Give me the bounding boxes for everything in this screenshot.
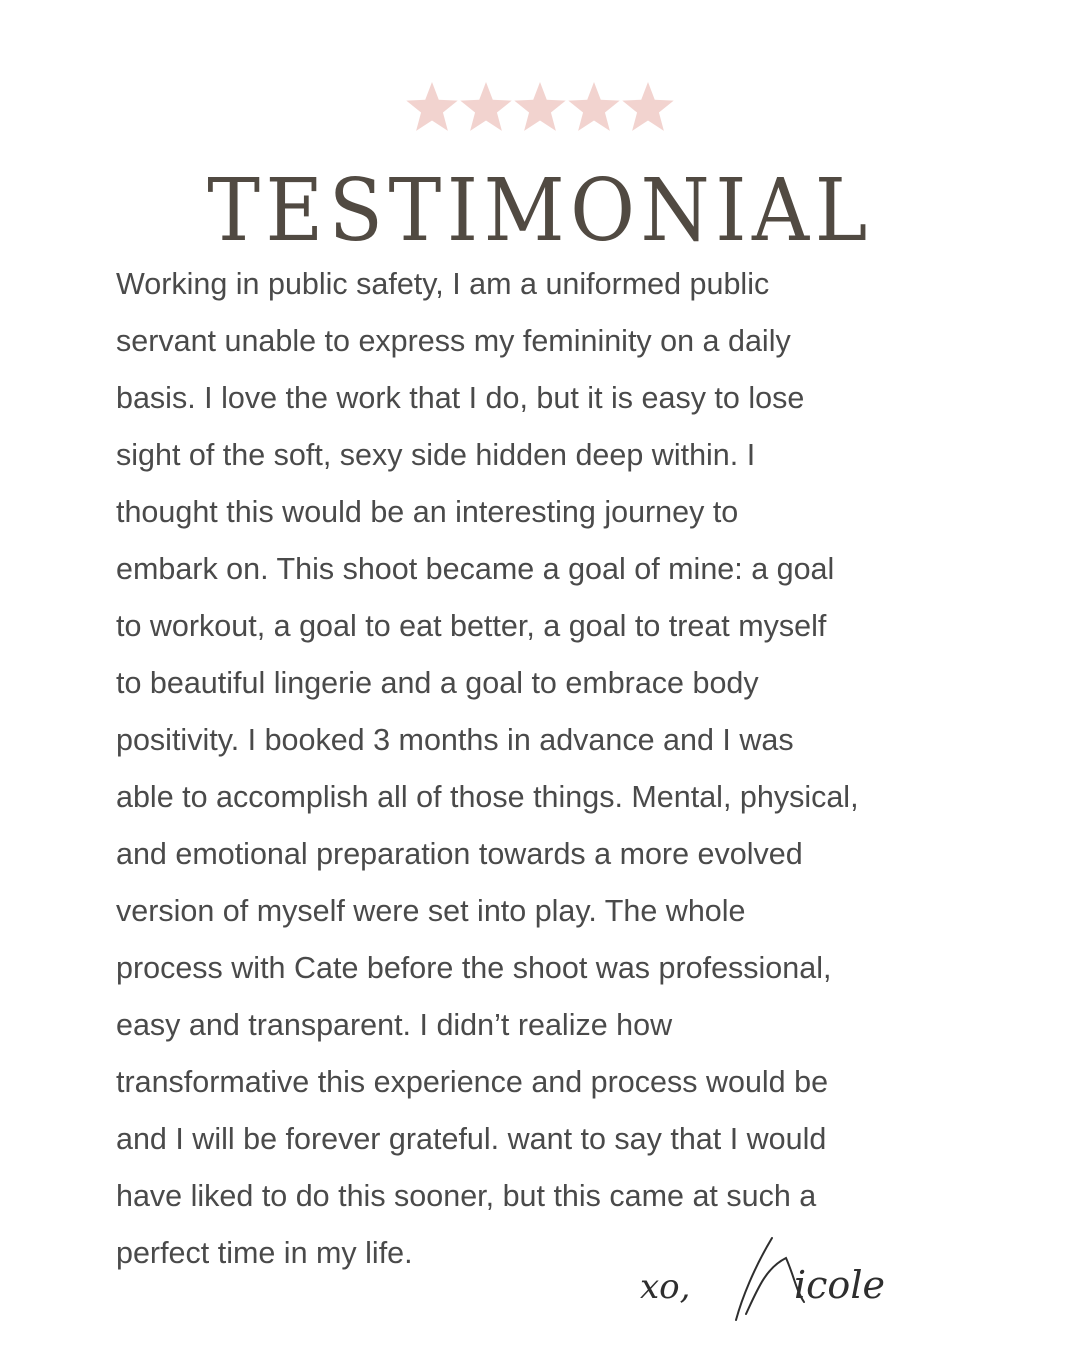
- testimonial-line: able to accomplish all of those things. Mental, physical,: [116, 780, 859, 814]
- testimonial-line: version of myself were set into play. The whole: [116, 894, 746, 928]
- star-icon: [406, 82, 457, 131]
- testimonial-line: process with Cate before the shoot was professional,: [116, 951, 832, 985]
- star-icon: [622, 82, 673, 131]
- testimonial-line: Working in public safety, I am a uniformed public: [116, 267, 770, 301]
- testimonial-line: perfect time in my life.: [116, 1236, 413, 1270]
- signature-prefix: xo,: [640, 1267, 691, 1307]
- testimonial-line: sight of the soft, sexy side hidden deep within. I: [116, 438, 756, 472]
- testimonial-line: transformative this experience and process would be: [116, 1065, 829, 1099]
- testimonial-line: have liked to do this sooner, but this came at such a: [116, 1179, 817, 1213]
- testimonial-line: basis. I love the work that I do, but it is easy to lose: [116, 381, 805, 415]
- star-icon: [514, 82, 565, 131]
- testimonial-line: thought this would be an interesting journey to: [116, 495, 739, 529]
- page-title: TESTIMONIAL: [207, 161, 873, 261]
- testimonial-line: easy and transparent. I didn’t realize how: [116, 1008, 673, 1042]
- star-rating: [0, 78, 1080, 143]
- signature: [636, 1228, 936, 1328]
- testimonial-line: and emotional preparation towards a more evolved: [116, 837, 803, 871]
- testimonial-line: positivity. I booked 3 months in advance and I was: [116, 723, 794, 757]
- star-icon: [460, 82, 511, 131]
- testimonial-line: servant unable to express my femininity on a daily: [116, 324, 791, 358]
- star-icon: [568, 82, 619, 131]
- testimonial-line: embark on. This shoot became a goal of mine: a goal: [116, 552, 835, 586]
- testimonial-line: and I will be forever grateful. want to say that I would: [116, 1122, 827, 1156]
- signature-name: icole: [794, 1263, 885, 1307]
- testimonial-line: to beautiful lingerie and a goal to embrace body: [116, 666, 759, 700]
- testimonial-text: [116, 256, 966, 1282]
- testimonial-line: to workout, a goal to eat better, a goal to treat myself: [116, 609, 827, 643]
- star-rating-graphic: [404, 78, 676, 138]
